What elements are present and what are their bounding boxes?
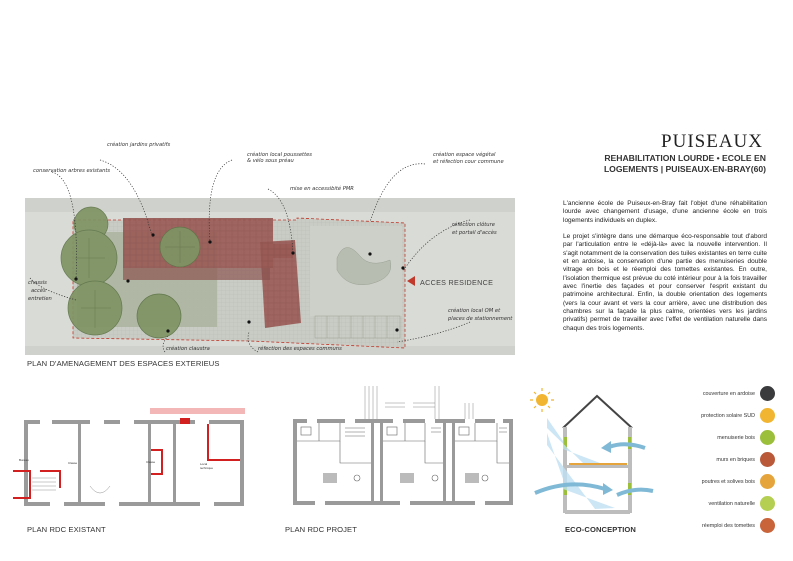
description-paragraph-2: Le projet s'intègre dans une démarque éco-responsable tout d'abord par l'articulation entre le «déjà-là» avec la nouvelle intervention. Il s'agit notamment de la conservation des tuiles existantes en terre cuite et en ardoise, la conservation d'une partie des menuiseries double vitrage en bois et le réemploi des tomettes existantes. En outre, l'isolation thermique est prévue du coté intérieur pour à la fois travailler avec l'inertie des façades et pour conserver l'esprit existant du patrimoine architectural. Enfin, la double orientation des logements (vers la cour avant et vers la cour arrière, avec une distribution des chambres sur la façade la plus calme, orientées vers les jardins privatifs) permet de travailler avec l'effet de ventilation naturelle dans chaqun des trois logements. <box>563 233 767 332</box>
access-residence-label: ACCES RESIDENCE <box>420 278 494 287</box>
note-poussettes-1: création local poussettes <box>247 152 312 158</box>
page-subtitle <box>566 153 766 175</box>
note-om-1: création local OM et <box>448 308 501 314</box>
legend-label-1: protection solaire SUD <box>701 413 755 419</box>
plan-project-drawing <box>285 383 525 513</box>
legend-label-3: murs en briques <box>716 457 755 463</box>
note-vegetal-1: création espace végétal <box>433 152 496 158</box>
note-arbres: conservation arbres existants <box>33 168 111 174</box>
description-paragraph-1: L'ancienne école de Puiseux-en-Bray fait l'objet d'une réhabilitation lourde avec changement d'usage, d'une ancienne école en trois logements individuels en duplex. <box>563 200 767 224</box>
page-title: PUISEAUX <box>661 131 763 152</box>
plan-existing <box>10 408 255 508</box>
slate-roof-icon <box>760 386 775 401</box>
wood-window-icon <box>760 430 775 445</box>
legend-label-2: menuiserie bois <box>717 435 755 441</box>
note-jardins: création jardins privatifs <box>107 142 171 148</box>
eco-caption: ECO-CONCEPTION <box>565 525 637 534</box>
description <box>563 200 767 333</box>
note-chassis-1: chassis <box>28 280 47 286</box>
plan-project-caption: PLAN RDC PROJET <box>285 525 357 534</box>
tile-reuse-icon <box>760 518 775 533</box>
room-classe-1: Classe <box>68 461 78 465</box>
eco-section-drawing <box>525 383 655 533</box>
plan-project <box>285 383 525 513</box>
plan-existing-drawing <box>10 408 255 508</box>
note-chassis-3: entretien <box>28 296 52 302</box>
room-bureau: Bureau <box>19 458 29 462</box>
brick-wall-icon <box>760 452 775 467</box>
note-vegetal-2: et réfection cour commune <box>433 159 504 165</box>
note-pmr: mise en accessibité PMR <box>290 186 354 192</box>
plan-existing-caption: PLAN RDC EXISTANT <box>27 525 106 534</box>
legend-label-6: réemploi des tomettes <box>701 523 755 529</box>
note-cloture-2: et portail d'accès <box>452 230 497 236</box>
site-plan-caption: PLAN D'AMENAGEMENT DES ESPACES EXTERIEUS <box>27 359 220 368</box>
legend-label-0: couverture en ardoise <box>702 391 755 397</box>
note-cloture-1: réfection clôture <box>452 222 495 228</box>
sun-icon <box>530 388 554 412</box>
note-chassis-2: accès <box>31 288 46 294</box>
room-classe-2: Classe <box>146 460 156 464</box>
note-om-2: places de stationnement <box>448 316 513 322</box>
eco-section <box>525 383 655 533</box>
sun-protection-icon <box>760 408 775 423</box>
subtitle-line-1: REHABILITATION LOURDE • ECOLE EN <box>604 153 766 163</box>
note-poussettes-2: & vélo sous préau <box>247 158 294 164</box>
note-communs: réfection des espaces communs <box>258 346 342 352</box>
subtitle-line-2: LOGEMENTS | PUISEAUX-EN-BRAY(60) <box>603 164 766 174</box>
legend-label-5: ventilation naturelle <box>708 501 755 507</box>
annotation-leaders <box>0 140 560 370</box>
legend-label-4: poutres et solives bois <box>701 479 755 485</box>
ventilation-icon <box>760 496 775 511</box>
room-local-technique: Local technique <box>200 462 214 470</box>
wood-beam-icon <box>760 474 775 489</box>
note-claustra: création claustra <box>166 346 210 352</box>
